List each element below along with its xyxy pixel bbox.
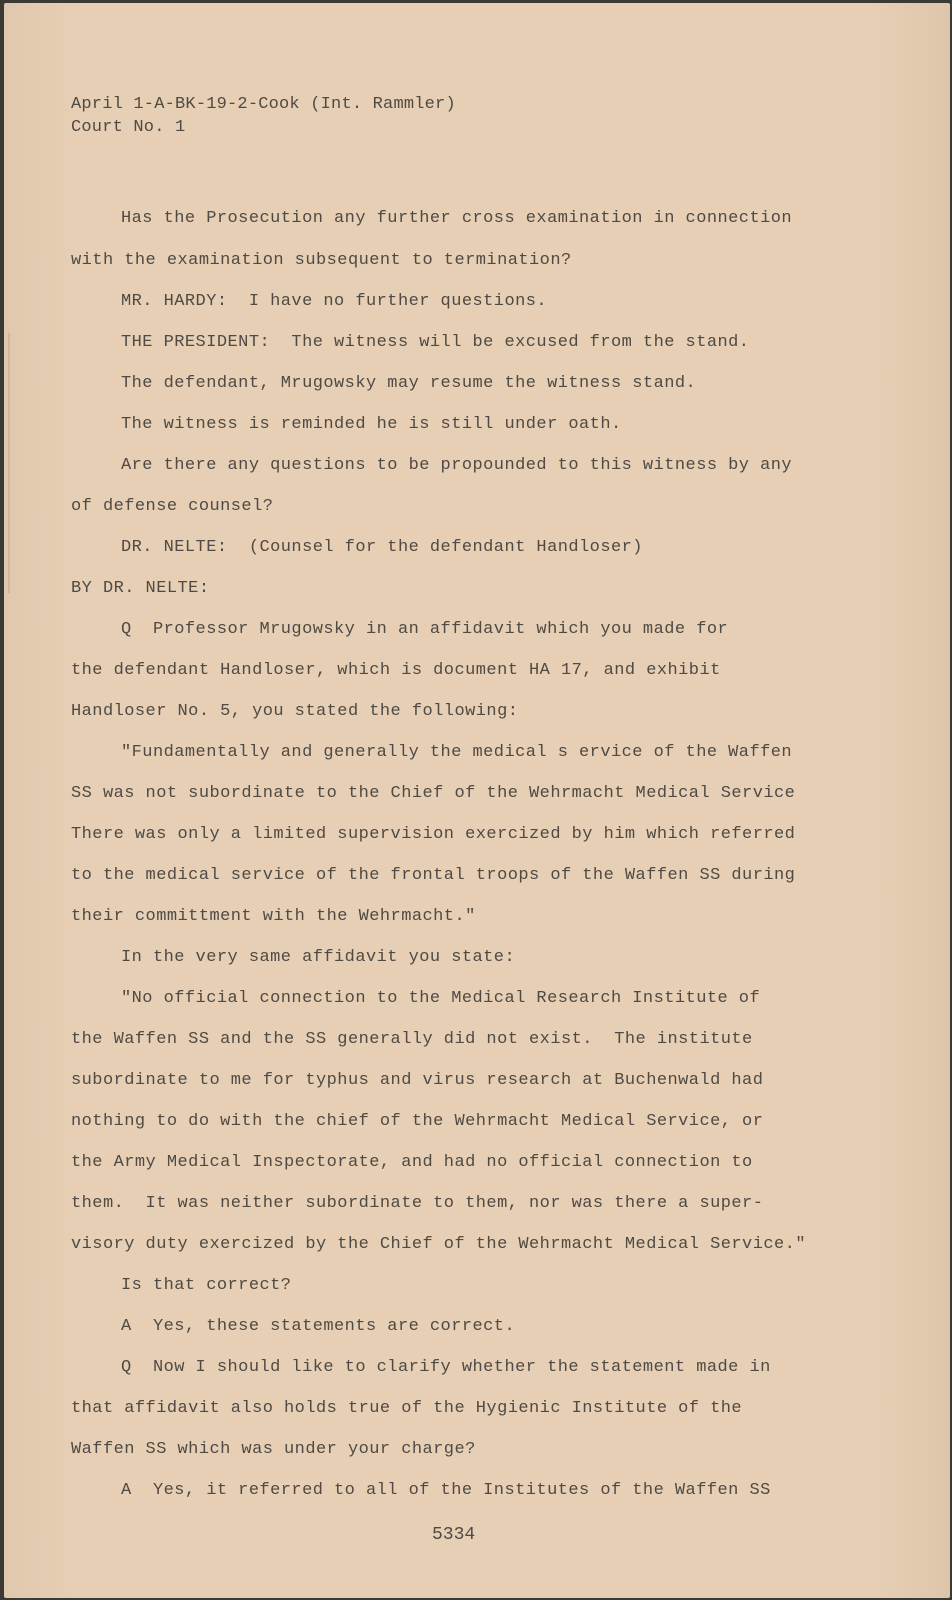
transcript-line: Q Professor Mrugowsky in an affidavit which you made for <box>121 620 729 639</box>
transcript-line: nothing to do with the chief of the Wehrmacht Medical Service, or <box>71 1112 764 1131</box>
transcript-line: subordinate to me for typhus and virus research at Buchenwald had <box>71 1071 764 1090</box>
transcript-line: them. It was neither subordinate to them, nor was there a super- <box>71 1194 764 1213</box>
header-court: Court No. 1 <box>71 118 186 137</box>
transcript-line: A Yes, it referred to all of the Institutes of the Waffen SS <box>121 1481 771 1500</box>
transcript-line: "Fundamentally and generally the medical s ervice of the Waffen <box>121 743 793 762</box>
transcript-line: Is that correct? <box>121 1276 292 1295</box>
transcript-line: to the medical service of the frontal troops of the Waffen SS during <box>71 866 796 885</box>
paper-fold-mark <box>8 333 10 593</box>
transcript-line: that affidavit also holds true of the Hygienic Institute of the <box>71 1399 743 1418</box>
transcript-line: A Yes, these statements are correct. <box>121 1317 516 1336</box>
transcript-line: In the very same affidavit you state: <box>121 948 516 967</box>
transcript-line: The defendant, Mrugowsky may resume the witness stand. <box>121 374 697 393</box>
transcript-line: visory duty exercized by the Chief of the Wehrmacht Medical Service." <box>71 1235 806 1254</box>
transcript-line: their committment with the Wehrmacht." <box>71 907 476 926</box>
transcript-line: MR. HARDY: I have no further questions. <box>121 292 548 311</box>
transcript-line: SS was not subordinate to the Chief of the Wehrmacht Medical Service <box>71 784 796 803</box>
transcript-line: Waffen SS which was under your charge? <box>71 1440 476 1459</box>
transcript-line: with the examination subsequent to termination? <box>71 251 572 270</box>
transcript-line: the defendant Handloser, which is document HA 17, and exhibit <box>71 661 721 680</box>
transcript-line: the Army Medical Inspectorate, and had no official connection to <box>71 1153 753 1172</box>
document-page <box>4 3 950 1598</box>
transcript-line: of defense counsel? <box>71 497 274 516</box>
transcript-line: "No official connection to the Medical Research Institute of <box>121 989 761 1008</box>
page-number: 5334 <box>432 1525 476 1545</box>
transcript-line: DR. NELTE: (Counsel for the defendant Handloser) <box>121 538 643 557</box>
document-header <box>71 93 456 139</box>
transcript-line: Are there any questions to be propounded to this witness by any <box>121 456 793 475</box>
transcript-line: the Waffen SS and the SS generally did not exist. The institute <box>71 1030 753 1049</box>
transcript-line: There was only a limited supervision exercized by him which referred <box>71 825 796 844</box>
transcript-line: The witness is reminded he is still under oath. <box>121 415 622 434</box>
transcript-line: BY DR. NELTE: <box>71 579 210 598</box>
transcript-line: Q Now I should like to clarify whether the statement made in <box>121 1358 771 1377</box>
transcript-line: Has the Prosecution any further cross examination in connection <box>121 209 793 228</box>
transcript-line: Handloser No. 5, you stated the following: <box>71 702 519 721</box>
transcript-line: THE PRESIDENT: The witness will be excused from the stand. <box>121 333 750 352</box>
header-reference: April 1-A-BK-19-2-Cook (Int. Rammler) <box>71 95 456 114</box>
